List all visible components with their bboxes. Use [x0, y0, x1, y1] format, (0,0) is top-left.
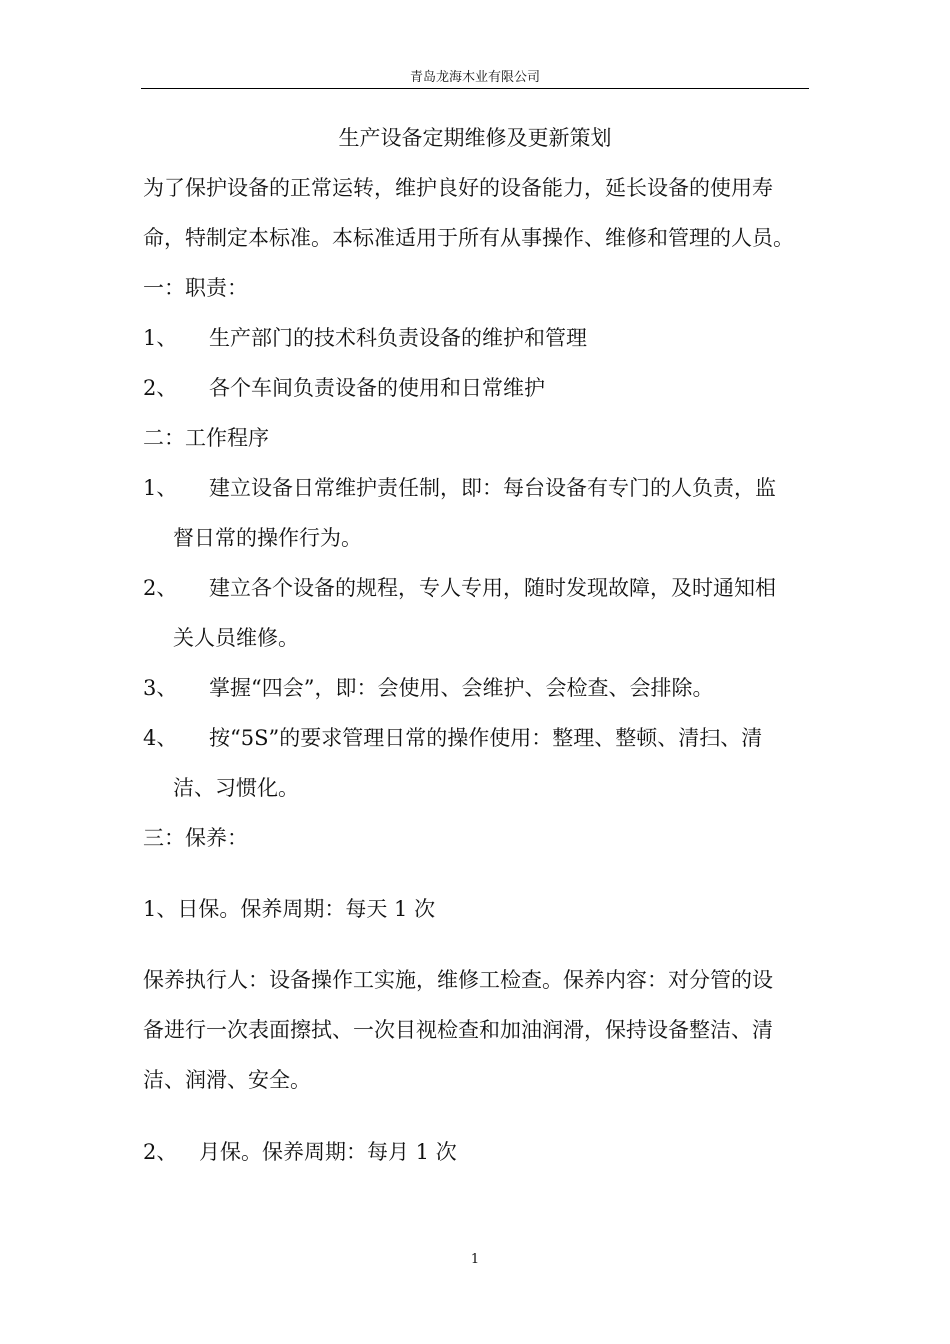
section-3-item-1: 1、日保。保养周期：每天 1 次 — [143, 897, 436, 921]
item-text: 建立设备日常维护责任制，即：每台设备有专门的人负责，监 — [209, 476, 776, 500]
item-number: 1、 — [143, 476, 178, 500]
section-2-item-2-cont: 关人员维修。 — [173, 626, 299, 650]
section-2-heading: 二：工作程序 — [143, 426, 269, 450]
section-3-para-line-2: 备进行一次表面擦拭、一次目视检查和加油润滑，保持设备整洁、清 — [143, 1018, 773, 1042]
intro-line-2: 命，特制定本标准。本标准适用于所有从事操作、维修和管理的人员。 — [143, 226, 794, 250]
section-2-item-4 — [143, 722, 762, 752]
item-text: 按“5S”的要求管理日常的操作使用：整理、整顿、清扫、清 — [209, 726, 763, 750]
item-text: 月保。保养周期：每月 1 次 — [199, 1140, 457, 1164]
section-2-item-1 — [143, 472, 776, 502]
intro-line-1: 为了保护设备的正常运转，维护良好的设备能力，延长设备的使用寿 — [143, 176, 773, 200]
item-text: 掌握“四会”，即：会使用、会维护、会检查、会排除。 — [209, 676, 714, 700]
section-1-item-2 — [143, 372, 545, 402]
section-3-para-line-3: 洁、润滑、安全。 — [143, 1068, 311, 1092]
item-text: 生产部门的技术科负责设备的维护和管理 — [209, 326, 587, 350]
item-number: 1、 — [143, 326, 178, 350]
item-number: 3、 — [143, 676, 178, 700]
section-2-item-3 — [143, 672, 713, 702]
page-number: 1 — [470, 1252, 480, 1267]
document-title: 生产设备定期维修及更新策划 — [338, 126, 612, 150]
item-text: 建立各个设备的规程，专人专用，随时发现故障，及时通知相 — [209, 576, 776, 600]
item-number: 2、 — [143, 576, 178, 600]
item-text: 各个车间负责设备的使用和日常维护 — [209, 376, 545, 400]
section-1-item-1 — [143, 322, 587, 352]
item-number: 4、 — [143, 726, 178, 750]
section-2-item-1-cont: 督日常的操作行为。 — [173, 526, 362, 550]
section-1-heading: 一：职责： — [143, 276, 248, 300]
section-3-para-line-1: 保养执行人：设备操作工实施，维修工检查。保养内容：对分管的设 — [143, 968, 773, 992]
section-3-item-2 — [143, 1136, 457, 1166]
section-2-item-2 — [143, 572, 776, 602]
section-2-item-4-cont: 洁、习惯化。 — [173, 776, 299, 800]
section-3-heading: 三：保养： — [143, 826, 248, 850]
item-number: 2、 — [143, 376, 178, 400]
page-header: 青岛龙海木业有限公司 — [409, 70, 540, 85]
item-number: 2、 — [143, 1140, 178, 1164]
header-rule — [141, 88, 809, 89]
